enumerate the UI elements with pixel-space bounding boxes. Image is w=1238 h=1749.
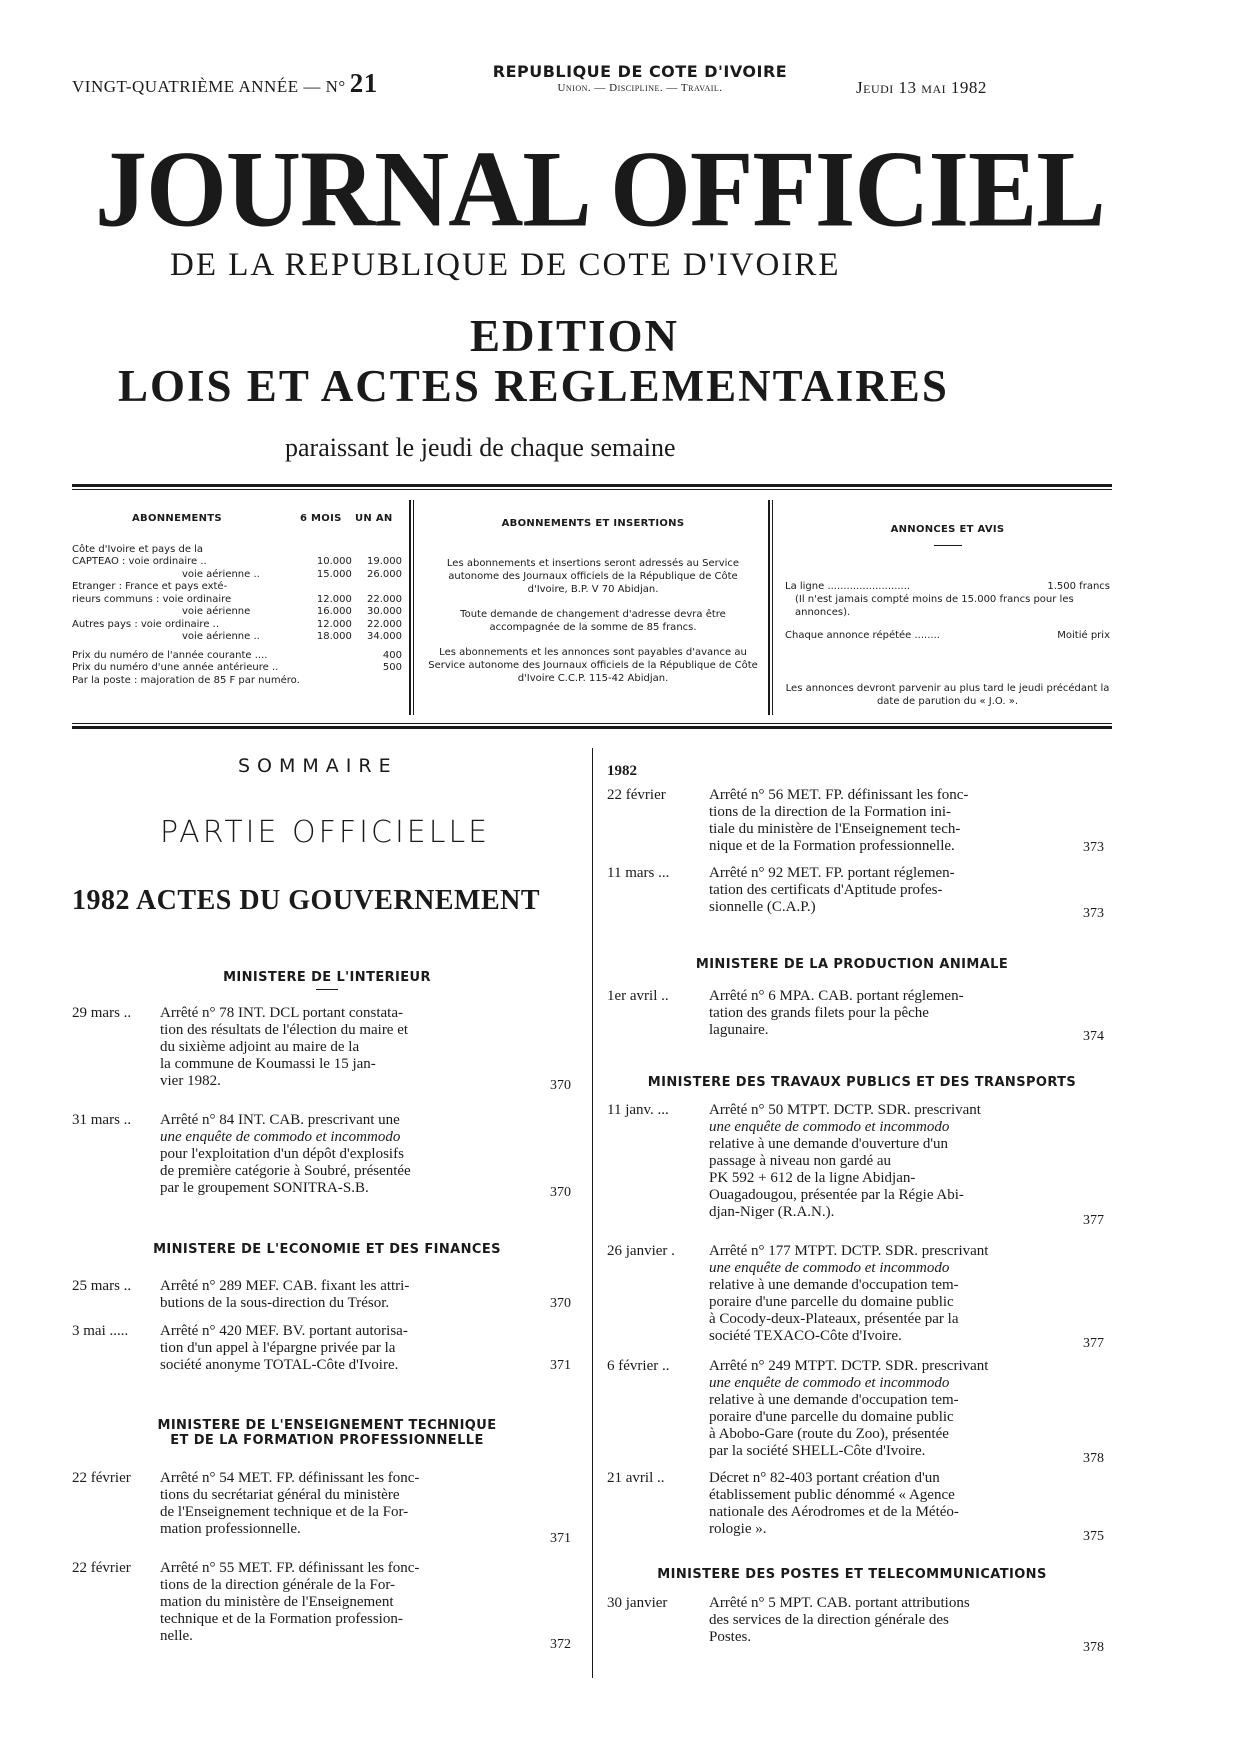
entry-page: 374 <box>1083 1029 1104 1044</box>
entry-line: Arrêté n° 289 MEF. CAB. fixant les attri- <box>160 1278 410 1294</box>
price-value: 500 <box>382 662 402 673</box>
subscriptions-box <box>72 513 402 687</box>
insertions-box <box>428 518 758 685</box>
entry-date: 29 mars .. <box>72 1005 132 1021</box>
repeat-value: Moitié prix <box>1057 630 1110 641</box>
entry-line: Décret n° 82-403 portant création d'un <box>709 1470 940 1486</box>
section-economie: MINISTERE DE L'ECONOMIE ET DES FINANCES <box>153 1242 501 1257</box>
subscriptions-title: ABONNEMENTS <box>132 513 222 524</box>
annonces-title-rule <box>934 545 962 546</box>
entry-date: 11 janv. ... <box>607 1102 669 1118</box>
entry-line: société anonyme TOTAL-Côte d'Ivoire. <box>160 1357 399 1373</box>
entry-11-janv <box>607 1102 1117 1227</box>
annonces-box <box>785 524 1110 708</box>
subscription-row <box>72 619 402 632</box>
journal-title: JOURNAL OFFICIEL <box>95 128 1105 250</box>
entry-30-janvier <box>607 1595 1117 1665</box>
actes-du-gouvernement: 1982 ACTES DU GOUVERNEMENT <box>72 885 541 916</box>
entry-29-mars <box>72 1005 582 1095</box>
issue-number: 21 <box>349 68 378 98</box>
entry-line: relative à une demande d'occupation tem- <box>709 1277 959 1293</box>
insertions-title: ABONNEMENTS ET INSERTIONS <box>501 518 685 529</box>
subscription-1-year: 19.000 <box>367 556 402 567</box>
entry-line: de l'Enseignement technique et de la For- <box>160 1504 409 1520</box>
box-divider-2 <box>768 500 770 715</box>
entry-line: Ouagadougou, présentée par la Régie Abi- <box>709 1187 964 1203</box>
journal-subtitle: DE LA REPUBLIQUE DE COTE D'IVOIRE <box>170 247 841 283</box>
entry-line: Arrêté n° 92 MET. FP. portant réglemen- <box>709 865 955 881</box>
republic-header <box>470 62 810 94</box>
price-value: 400 <box>382 649 402 661</box>
entry-line: Arrêté n° 177 MTPT. DCTP. SDR. prescrivant <box>709 1243 989 1259</box>
subscription-1-year: 34.000 <box>367 631 402 642</box>
entry-line: Arrêté n° 420 MEF. BV. portant autorisa- <box>160 1323 408 1339</box>
entry-date: 26 janvier . <box>607 1243 675 1259</box>
subscription-6-months: 16.000 <box>316 606 352 617</box>
entry-line: Arrêté n° 78 INT. DCL portant constata- <box>160 1005 404 1021</box>
subscription-label: Autres pays : voie ordinaire .. <box>72 618 220 630</box>
entry-line: Arrêté n° 5 MPT. CAB. portant attributions <box>709 1595 970 1611</box>
entry-line: lagunaire. <box>709 1022 769 1038</box>
entry-line: par le groupement SONITRA-S.B. <box>160 1180 369 1196</box>
entry-date: 11 mars ... <box>607 865 670 881</box>
entry-3-mai <box>72 1323 582 1378</box>
section-enseignement-l2: ET DE LA FORMATION PROFESSIONNELLE <box>170 1433 484 1448</box>
col-6-months: 6 MOIS <box>300 513 342 524</box>
publication-frequency: paraissant le jeudi de chaque semaine <box>285 433 676 462</box>
subscriptions-table <box>72 556 402 644</box>
header-rule-top-thin <box>72 489 1112 490</box>
section-interieur: MINISTERE DE L'INTERIEUR <box>223 970 431 985</box>
entry-line: Arrêté n° 84 INT. CAB. prescrivant une <box>160 1112 400 1128</box>
edition-year-text: VINGT-QUATRIÈME ANNÉE — N° <box>72 77 346 96</box>
entry-line: butions de la sous-direction du Trésor. <box>160 1295 390 1311</box>
subscription-label: CAPTEAO : voie ordinaire .. <box>72 556 207 567</box>
entry-21-avril <box>607 1470 1117 1550</box>
entry-line: pour l'exploitation d'un dépôt d'explosifs <box>160 1146 404 1162</box>
price-label: Prix du numéro d'une année antérieure .. <box>72 662 279 673</box>
entry-page: 375 <box>1083 1529 1104 1544</box>
entry-line: mation du ministère de l'Enseignement <box>160 1594 394 1610</box>
price-label: Prix du numéro de l'année courante .... <box>72 649 268 661</box>
entry-date: 22 février <box>607 787 666 803</box>
entry-line: nique et de la Formation professionnelle. <box>709 838 955 854</box>
entry-date: 21 avril .. <box>607 1470 665 1486</box>
subscription-label: voie aérienne <box>182 606 251 617</box>
section-postes: MINISTERE DES POSTES ET TELECOMMUNICATIONS <box>657 1567 1047 1582</box>
subscriptions-intro: Côte d'Ivoire et pays de la <box>72 544 204 555</box>
subscription-row <box>72 594 402 607</box>
entry-line: PK 592 + 612 de la ligne Abidjan- <box>709 1170 916 1186</box>
entry-line: relative à une demande d'occupation tem- <box>709 1392 959 1408</box>
entry-page: 378 <box>1083 1640 1104 1655</box>
annonces-title: ANNONCES ET AVIS <box>890 524 1005 535</box>
insertions-address: Les abonnements et insertions seront adressés au Service autonome des Journaux officiels de la République de Côte d'Ivoire, B.P. V 70 Abidjan. <box>446 558 740 595</box>
box-divider-1b <box>413 500 414 715</box>
subscription-row <box>72 556 402 569</box>
entry-line: nelle. <box>160 1628 193 1644</box>
subscription-6-months: 12.000 <box>316 593 352 605</box>
entry-line: Arrêté n° 249 MTPT. DCTP. SDR. prescrivant <box>709 1358 989 1374</box>
entry-page: 370 <box>550 1296 571 1311</box>
col-1-year: UN AN <box>355 513 393 524</box>
entry-line: tions de la direction de la Formation ini- <box>709 804 952 820</box>
subscription-label: Etranger : France et pays exté- <box>72 581 228 592</box>
subscription-label: voie aérienne .. <box>182 631 260 642</box>
subscription-row <box>72 631 402 644</box>
entry-date: 22 février <box>72 1470 131 1486</box>
entry-date: 6 février .. <box>607 1358 670 1374</box>
insertions-address-change: Toute demande de changement d'adresse devra être accompagnée de la somme de 85 francs. <box>460 609 726 633</box>
entry-line: une enquête de commodo et incommodo <box>709 1119 950 1135</box>
entry-line: tiale du ministère de l'Enseignement tech- <box>709 821 961 837</box>
entry-page: 371 <box>550 1531 571 1546</box>
entry-line: poraire d'une parcelle du domaine public <box>709 1294 954 1310</box>
entry-26-janvier <box>607 1243 1117 1353</box>
price-label: Par la poste : majoration de 85 F par numéro. <box>72 674 300 686</box>
entry-page: 377 <box>1083 1336 1104 1351</box>
header-rule-top <box>72 484 1112 487</box>
entry-22-fevrier-54 <box>72 1470 582 1545</box>
entry-line: poraire d'une parcelle du domaine public <box>709 1409 954 1425</box>
repeat-label: Chaque annonce répétée ........ <box>785 630 940 641</box>
entry-page: 373 <box>1083 840 1104 855</box>
box-divider-2b <box>772 500 773 715</box>
price-value <box>369 675 402 688</box>
subscription-row <box>72 606 402 619</box>
edition-year <box>72 68 378 99</box>
entry-25-mars <box>72 1278 582 1318</box>
entry-date: 31 mars .. <box>72 1112 132 1128</box>
entry-line: djan-Niger (R.A.N.). <box>709 1204 835 1220</box>
entry-date: 30 janvier <box>607 1595 668 1611</box>
entry-page: 372 <box>550 1637 571 1652</box>
subscription-6-months: 12.000 <box>316 618 352 630</box>
annonces-deadline: Les annonces devront parvenir au plus tard le jeudi précédant la date de parution du « J.O. ». <box>785 683 1110 707</box>
column-divider <box>592 748 593 1678</box>
section-enseignement <box>72 1418 582 1448</box>
entry-date: 1er avril .. <box>607 988 669 1004</box>
right-column-year: 1982 <box>607 763 637 779</box>
insertions-payment: Les abonnements et les annonces sont payables d'avance au Service autonome des Journaux officiels de la République de Côte d'Ivoire C.C.P. 115-42 Abidjan. <box>428 647 758 684</box>
entry-line: vier 1982. <box>160 1073 221 1089</box>
entry-line: une enquête de commodo et incommodo <box>709 1375 950 1391</box>
partie-officielle: PARTIE OFFICIELLE <box>160 815 491 850</box>
subscription-6-months: 15.000 <box>316 568 352 580</box>
entry-line: passage à niveau non gardé au <box>709 1153 892 1169</box>
entry-line: nationale des Aérodromes et de la Météo- <box>709 1504 959 1520</box>
section-enseignement-l1: MINISTERE DE L'ENSEIGNEMENT TECHNIQUE <box>157 1418 497 1433</box>
entry-page: 373 <box>1083 906 1104 921</box>
entry-line: tation des grands filets pour la pêche <box>709 1005 929 1021</box>
subscription-6-months <box>302 581 352 594</box>
entry-line: relative à une demande d'ouverture d'un <box>709 1136 949 1152</box>
entry-line: une enquête de commodo et incommodo <box>709 1260 950 1276</box>
entry-1er-avril <box>607 988 1117 1048</box>
subscription-6-months: 18.000 <box>316 631 352 642</box>
entry-line: la commune de Koumassi le 15 jan- <box>160 1056 376 1072</box>
edition-label: EDITION <box>470 311 680 361</box>
section-travaux: MINISTERE DES TRAVAUX PUBLICS ET DES TRANSPORTS <box>647 1075 1077 1090</box>
entry-date: 25 mars .. <box>72 1278 132 1294</box>
price-row <box>72 650 402 663</box>
subscription-6-months: 10.000 <box>316 556 352 567</box>
sommaire-title: SOMMAIRE <box>238 755 398 777</box>
issue-date: Jeudi 13 mai 1982 <box>856 78 987 97</box>
entry-page: 371 <box>550 1358 571 1373</box>
entry-line: à Cocody-deux-Plateaux, présentée par la <box>709 1311 959 1327</box>
subscription-1-year: 22.000 <box>367 593 402 605</box>
header-rule-bottom <box>72 726 1112 729</box>
subscription-1-year <box>352 581 402 594</box>
entry-line: de première catégorie à Soubré, présentée <box>160 1163 411 1179</box>
line-price: 1.500 francs <box>1047 581 1110 592</box>
entry-page: 370 <box>550 1078 571 1093</box>
entry-line: tation des certificats d'Aptitude profes- <box>709 882 943 898</box>
entry-6-fevrier <box>607 1358 1117 1468</box>
prices-table <box>72 650 402 688</box>
entry-line: des services de la direction générale des <box>709 1612 949 1628</box>
price-row <box>72 662 402 675</box>
entry-31-mars <box>72 1112 582 1202</box>
section-production: MINISTERE DE LA PRODUCTION ANIMALE <box>695 957 1009 972</box>
entry-date: 3 mai ..... <box>72 1323 129 1339</box>
price-row <box>72 675 402 688</box>
entry-page: 370 <box>550 1185 571 1200</box>
entry-line: par la société SHELL-Côte d'Ivoire. <box>709 1443 926 1459</box>
entry-line: sionnelle (C.A.P.) <box>709 899 816 915</box>
entry-line: du sixième adjoint au maire de la <box>160 1039 360 1055</box>
entry-22-fevrier-56 <box>607 787 1117 862</box>
entry-line: établissement public dénommé « Agence <box>709 1487 955 1503</box>
line-price-label: La ligne .......................... <box>785 581 911 592</box>
box-divider-1 <box>409 500 411 715</box>
subscription-1-year: 26.000 <box>367 568 402 580</box>
entry-22-fevrier-55 <box>72 1560 582 1655</box>
entry-line: tion des résultats de l'élection du maire et <box>160 1022 409 1038</box>
entry-page: 378 <box>1083 1451 1104 1466</box>
entry-line: tions du secrétariat général du ministère <box>160 1487 400 1503</box>
entry-line: Arrêté n° 55 MET. FP. définissant les fonc- <box>160 1560 420 1576</box>
entry-line: technique et de la Formation profession- <box>160 1611 403 1627</box>
subscription-label: rieurs communs : voie ordinaire <box>72 593 232 605</box>
entry-line: Postes. <box>709 1629 752 1645</box>
entry-line: société TEXACO-Côte d'Ivoire. <box>709 1328 902 1344</box>
subscription-label: voie aérienne .. <box>182 568 260 580</box>
entry-line: tions de la direction générale de la For- <box>160 1577 396 1593</box>
republic-name: REPUBLIQUE DE COTE D'IVOIRE <box>492 62 788 81</box>
entry-line: Arrêté n° 56 MET. FP. définissant les fonc- <box>709 787 969 803</box>
entry-line: Arrêté n° 50 MTPT. DCTP. SDR. prescrivant <box>709 1102 981 1118</box>
entry-line: Arrêté n° 6 MPA. CAB. portant réglemen- <box>709 988 964 1004</box>
entry-page: 377 <box>1083 1213 1104 1228</box>
section-interieur-rule <box>316 989 338 990</box>
header-rule-bottom-thin <box>72 723 1112 724</box>
entry-line: tion d'un appel à l'épargne privée par la <box>160 1340 396 1356</box>
subscription-1-year: 30.000 <box>367 606 402 617</box>
entry-line: Arrêté n° 54 MET. FP. définissant les fonc- <box>160 1470 420 1486</box>
line-price-note: (Il n'est jamais compté moins de 15.000 francs pour les annonces). <box>795 594 1074 618</box>
subscription-1-year: 22.000 <box>367 618 402 630</box>
subscription-row <box>72 569 402 582</box>
entry-11-mars <box>607 865 1117 925</box>
entry-line: mation professionnelle. <box>160 1521 301 1537</box>
subscription-row <box>72 581 402 594</box>
entry-line: à Abobo-Gare (route du Zoo), présentée <box>709 1426 949 1442</box>
national-motto: Union. — Discipline. — Travail. <box>557 82 723 94</box>
entry-date: 22 février <box>72 1560 131 1576</box>
entry-line: rologie ». <box>709 1521 767 1537</box>
entry-line: une enquête de commodo et incommodo <box>160 1129 401 1145</box>
edition-name: LOIS ET ACTES REGLEMENTAIRES <box>118 361 949 411</box>
